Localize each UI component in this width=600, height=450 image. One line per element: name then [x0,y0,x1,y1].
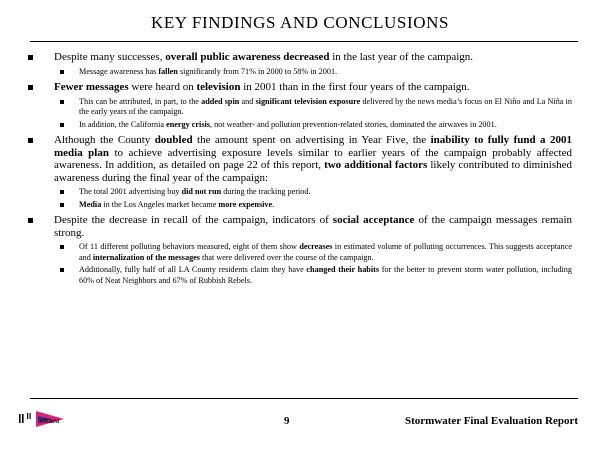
sub-findings [54,242,572,286]
square-bullet-icon [60,190,64,194]
sub-finding-item: The total 2001 advertising buy did not run during the tracking period. [54,187,572,198]
square-bullet-icon [60,123,64,127]
footer-rule [30,398,578,399]
sub-finding-item: This can be attributed, in part, to the added spin and significant television exposure delivered by the news media’s focus on El Niño and La Niña in the early years of the campaign. [54,97,572,118]
square-bullet-icon [28,218,33,223]
finding-item: Fewer messages were heard on television in 2001 than in the first four years of the campaign. This can be attributed, in part, to the added spin and significant television exposure delivered by the news media’s focus on El Niño and La Niña in the early years of the campaign. In addition, the California energy crisis, not weather- and pollution prevention-related stories, dominated the airwaves in 2001. [24,81,572,130]
square-bullet-icon [60,245,64,249]
logo-wordmark: STORM [40,419,60,425]
sub-findings [54,187,572,210]
sub-findings [54,67,572,78]
sub-finding-item: Media in the Los Angeles market became more expensive. [54,200,572,211]
square-bullet-icon [28,85,33,90]
report-title: Stormwater Final Evaluation Report [404,415,578,427]
sub-finding-item: In addition, the California energy crisis, not weather- and pollution prevention-related stories, dominated the airwaves in 2001. [54,120,572,131]
sub-finding-item: Message awareness has fallen significantly from 71% in 2000 to 58% in 2001. [54,67,572,78]
square-bullet-icon [60,70,64,74]
page-title: KEY FINDINGS AND CONCLUSIONS [150,13,450,32]
campaign-logo [18,408,78,430]
findings-list [24,51,572,290]
finding-item: Despite the decrease in recall of the campaign, indicators of social acceptance of the campaign messages remain strong. Of 11 different polluting behaviors measured, eight of them show decreases in estimated volume of polluting occurrences. This suggests acceptance and internalization of the messages that were delivered over the course of the campaign. Additionally, fully half of all LA County residents claim they have changed their habits for the better to prevent storm water pollution, including 60% of Neat Neighbors and 67% of Rubbish Rebels. [24,214,572,286]
square-bullet-icon [60,100,64,104]
header-rule [30,41,578,42]
square-bullet-icon [28,55,33,60]
page-number: 9 [284,415,290,427]
sub-findings [54,97,572,131]
finding-item: Despite many successes, overall public awareness decreased in the last year of the campaign. Message awareness has fallen significantly from 71% in 2000 to 58% in 2001. [24,51,572,77]
sub-finding-item: Additionally, fully half of all LA County residents claim they have changed their habits for the better to prevent storm water pollution, including 60% of Neat Neighbors and 67% of Rubbish Rebels. [54,265,572,286]
square-bullet-icon [60,203,64,207]
square-bullet-icon [28,138,33,143]
sub-finding-item: Of 11 different polluting behaviors measured, eight of them show decreases in estimated volume of polluting occurrences. This suggests acceptance and internalization of the messages that were delivered over the course of the campaign. [54,242,572,263]
finding-item: Although the County doubled the amount spent on advertising in Year Five, the inability to fully fund a 2001 media plan to achieve advertising exposure levels similar to earlier years of the campaign probably affected awareness. In addition, as detailed on page 22 of this report, two additional factors likely contributed to diminished awareness during the final year of the campaign: The total 2001 advertising buy did not run during the tracking period. Media in the Los Angeles market became more expensive. [24,134,572,210]
square-bullet-icon [60,268,64,272]
